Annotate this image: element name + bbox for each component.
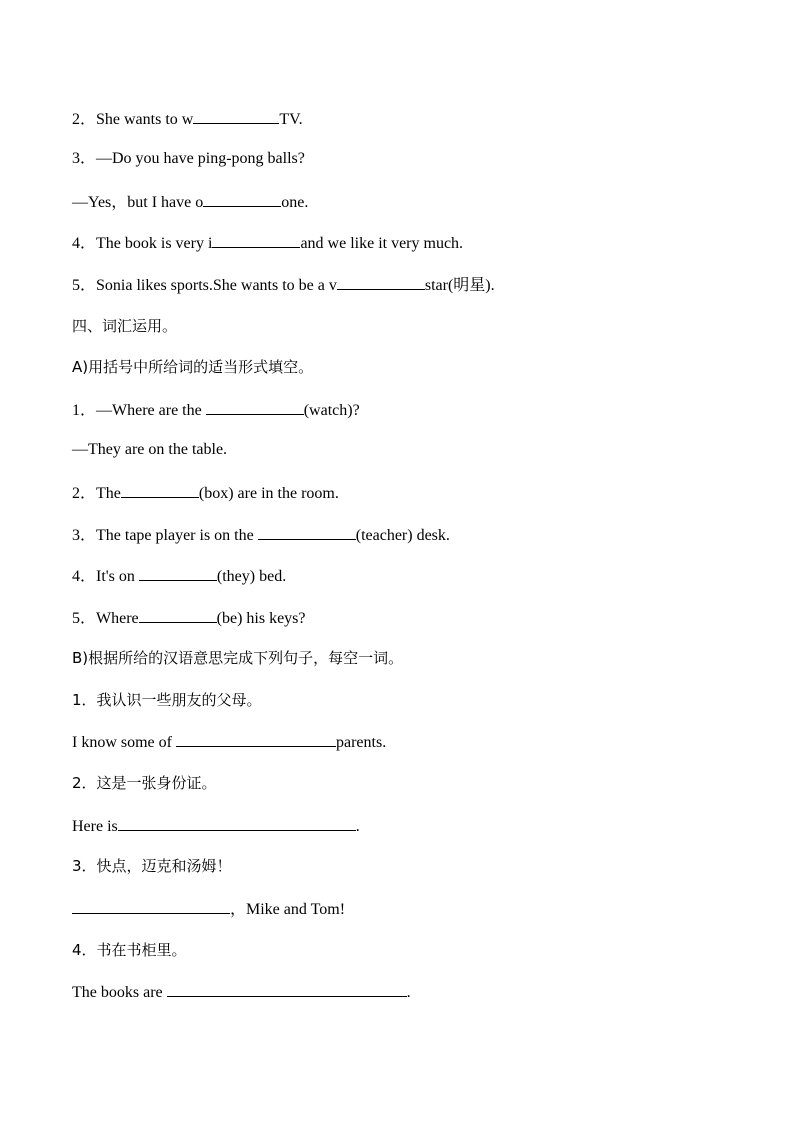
question-b3	[72, 898, 345, 920]
answer-blank[interactable]	[203, 191, 281, 207]
section-four-title: 四、词汇运用。	[72, 317, 178, 335]
question-text: The books are	[72, 984, 167, 1001]
question-text: Here is	[72, 818, 118, 835]
question-text-after: ，Mike and Tom!	[230, 901, 346, 918]
answer-blank[interactable]	[118, 815, 356, 831]
question-text-after: star(明星).	[424, 277, 495, 294]
question-text-after: (they) bed.	[216, 568, 287, 585]
question-text: —They are on the table.	[72, 441, 228, 458]
question-text: 5．Sonia likes sports.She wants to be a v	[72, 277, 337, 294]
question-b4-chinese: 4．书在书柜里。	[72, 941, 187, 959]
question-text-after: parents.	[335, 734, 387, 751]
question-b1-chinese: 1．我认识一些朋友的父母。	[72, 691, 262, 709]
question-c3-reply	[72, 191, 308, 213]
question-b2-chinese: 2．这是一张身份证。	[72, 774, 217, 792]
answer-blank[interactable]	[337, 274, 425, 290]
question-a3	[72, 524, 450, 546]
question-text: 2．The	[72, 485, 121, 502]
part-a-instruction: A)用括号中所给词的适当形式填空。	[72, 358, 314, 376]
question-text-after: (teacher) desk.	[355, 527, 450, 544]
question-b3-chinese: 3．快点，迈克和汤姆！	[72, 857, 232, 875]
answer-blank[interactable]	[258, 524, 356, 540]
question-a1-reply	[72, 440, 227, 460]
question-text: 3．The tape player is on the	[72, 527, 258, 544]
question-text-after: (box) are in the room.	[198, 485, 339, 502]
answer-blank[interactable]	[206, 399, 304, 415]
question-text-after: (be) his keys?	[216, 610, 306, 627]
question-text: I know some of	[72, 734, 176, 751]
answer-blank[interactable]	[212, 232, 300, 248]
question-text-after: one.	[281, 194, 309, 211]
question-text: 4．The book is very i	[72, 235, 213, 252]
question-text-after: and we like it very much.	[300, 235, 464, 252]
question-text: 3．—Do you have ping-pong balls?	[72, 150, 305, 167]
question-b2	[72, 815, 360, 837]
question-a4	[72, 565, 286, 587]
question-text-after: .	[406, 984, 411, 1001]
question-a5	[72, 607, 306, 629]
question-text: 1．—Where are the	[72, 402, 206, 419]
answer-blank[interactable]	[139, 607, 217, 623]
question-text: 5．Where	[72, 610, 139, 627]
answer-blank[interactable]	[139, 565, 217, 581]
question-a1	[72, 399, 360, 421]
question-c5	[72, 274, 495, 296]
question-b1	[72, 731, 386, 753]
question-text-after: .	[355, 818, 360, 835]
question-c3	[72, 149, 305, 169]
answer-blank[interactable]	[193, 108, 279, 124]
question-text-after: TV.	[279, 111, 303, 128]
question-c2	[72, 108, 303, 130]
part-b-instruction: B)根据所给的汉语意思完成下列句子，每空一词。	[72, 649, 404, 667]
answer-blank[interactable]	[121, 482, 199, 498]
question-b4	[72, 981, 411, 1003]
question-text: 2．She wants to w	[72, 111, 194, 128]
answer-blank[interactable]	[72, 898, 230, 914]
question-text: 4．It's on	[72, 568, 139, 585]
answer-blank[interactable]	[167, 981, 407, 997]
question-c4	[72, 232, 463, 254]
question-a2	[72, 482, 339, 504]
answer-blank[interactable]	[176, 731, 336, 747]
question-text-after: (watch)?	[303, 402, 360, 419]
question-text: —Yes，but I have o	[72, 194, 204, 211]
